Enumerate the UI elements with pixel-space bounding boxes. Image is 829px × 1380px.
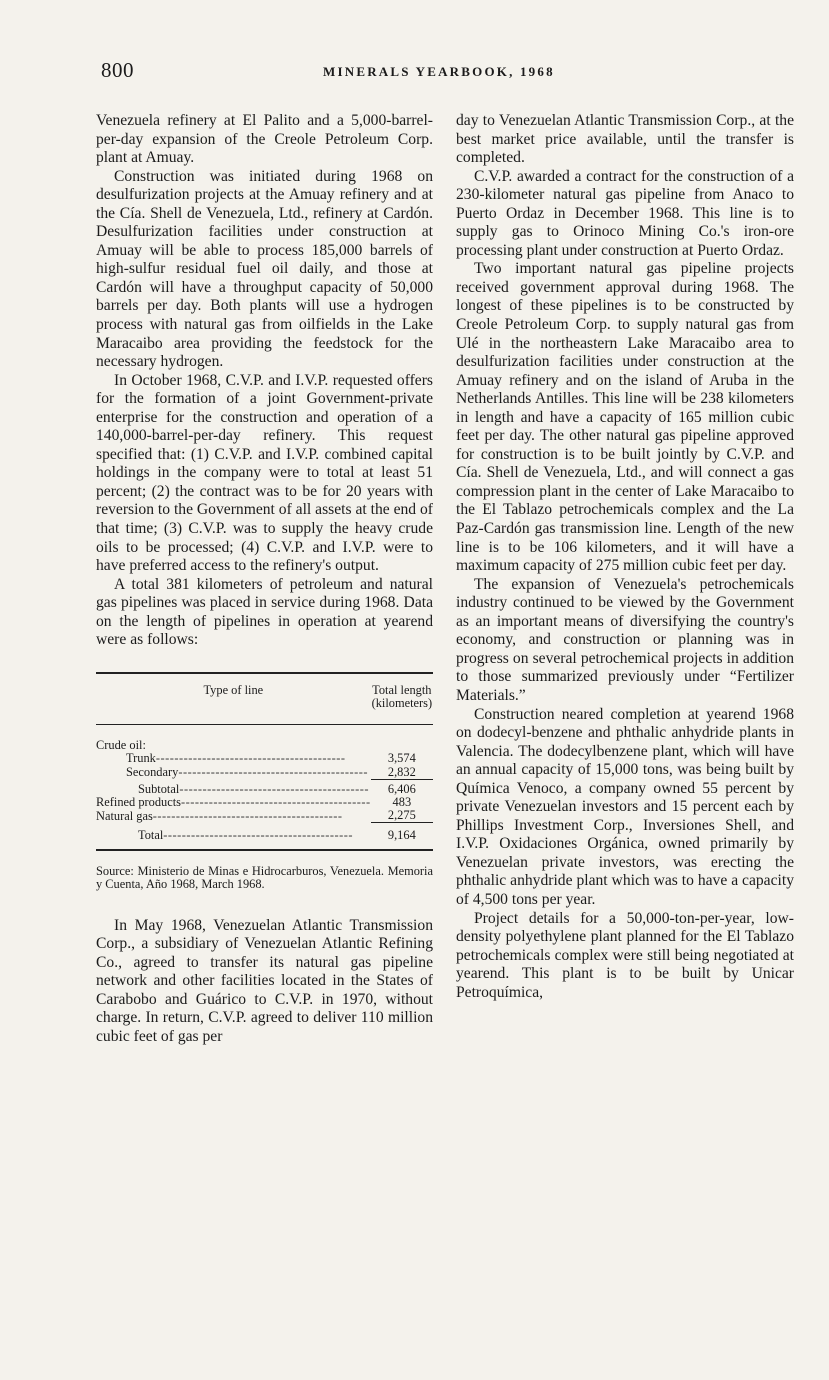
- row-value-natural-gas: 2,275: [387, 808, 416, 823]
- leader-dots: -----------------------------------------: [155, 752, 346, 766]
- row-value-trunk: 3,574: [387, 751, 416, 766]
- paragraph: C.V.P. awarded a contract for the construction of a 230-kilometer natural gas pipeline from Anaco to Puerto Ordaz in December 1968. This line is to supply gas to Orinoco Mining Co.'s iron-ore processing plant under construction at Puerto Ordaz.: [456, 167, 794, 259]
- row-label-trunk: Trunk: [126, 752, 156, 766]
- pipeline-length-table: [96, 672, 433, 851]
- paragraph: Two important natural gas pipeline projects received government approval during 1968. The longest of these pipelines is to be constructed by Creole Petroleum Corp. to supply natural gas from Ulé in the northeastern Lake Maracaibo area to desulfurization facilities under construction at the Amuay refinery and on the island of Aruba in the Netherlands Antilles. This line will be 238 kilometers in length and have a capacity of 165 million cubic feet per day. The other natural gas pipeline approved for construction is to be built jointly by C.V.P. and Cía. Shell de Venezuela, Ltd., and will connect a gas compression plant in the center of Lake Maracaibo to the El Tablazo petrochemicals complex and the La Paz-Cardón gas transmission line. Length of the new line is to be 106 kilometers, and it will have a maximum capacity of 275 million cubic feet per day.: [456, 260, 794, 575]
- table-source-note: Source: Ministerio de Minas e Hidrocarburos, Venezuela. Memoria y Cuenta, Año 1968, March 1968.: [96, 863, 433, 891]
- row-value-subtotal: 6,406: [371, 779, 433, 796]
- row-value-refined-products: 483: [392, 795, 412, 810]
- leader-dots: -----------------------------------------: [163, 828, 353, 843]
- table-row: [96, 766, 433, 780]
- table-row: [96, 796, 433, 809]
- row-label-secondary: Secondary: [126, 765, 179, 779]
- col-header-length: Total length (kilometers): [371, 682, 433, 711]
- paragraph: The expansion of Venezuela's petrochemicals industry continued to be viewed by the Government as an important means of diversifying the country's economy, and construction or planning was in progress on several petrochemical projects in addition to those summarized previously under “Fertilizer Materials.”: [456, 575, 794, 704]
- left-column: [96, 112, 433, 1047]
- group-label-crude-oil: Crude oil:: [96, 738, 146, 753]
- leader-dots: -----------------------------------------: [152, 809, 343, 823]
- paragraph: Construction neared completion at yearend 1968 on dodecyl-benzene and phthalic anhydride plants in Valencia. The dodecylbenzene plant, which will have an annual capacity of 15,000 tons, was being built by Química Venoco, a company owned 55 percent by private Venezuelan investors and 15 percent each by Phillips Investment Corp., Inversiones Shell, and I.V.P. Oxidaciones Orgánica, owned primarily by Venezuelan private investors, was erecting the phthalic anhydride plant which was to have a capacity of 4,500 tons per year.: [456, 705, 794, 908]
- table-row: [96, 779, 433, 796]
- col-header-type: Type of line: [203, 682, 264, 697]
- table-row: [96, 752, 433, 765]
- row-label-total: Total: [138, 828, 164, 843]
- pipeline-table: [96, 672, 433, 891]
- paragraph: In October 1968, C.V.P. and I.V.P. requested offers for the formation of a joint Government-private enterprise for the construction and operation of a 140,000-barrel-per-day refinery. This request specified that: (1) C.V.P. and I.V.P. combined capital holdings in the company were to total at least 51 percent; (2) the contract was to be for 20 years with reversion to the Government of all assets at the end of that time; (3) C.V.P. was to supply the heavy crude oils to be processed; (4) C.V.P. and I.V.P. were to have preferred access to the refinery's output.: [96, 371, 433, 575]
- paragraph: In May 1968, Venezuelan Atlantic Transmission Corp., a subsidiary of Venezuelan Atlantic Refining Co., agreed to transfer its natural gas pipeline network and other facilities located in the States of Carabobo and Guárico to C.V.P. in 1970, without charge. In return, C.V.P. agreed to deliver 110 million cubic feet of gas per: [96, 916, 433, 1045]
- running-head: MINERALS YEARBOOK, 1968: [323, 64, 555, 79]
- leader-dots: -----------------------------------------: [178, 765, 368, 779]
- paragraph: day to Venezuelan Atlantic Transmission Corp., at the best market price available, until the transfer is completed.: [456, 112, 794, 167]
- row-label-subtotal: Subtotal: [138, 781, 180, 796]
- right-column: [456, 112, 794, 1002]
- page-number: 800: [101, 58, 134, 82]
- table-row: [96, 809, 433, 823]
- row-value-secondary: 2,832: [387, 764, 416, 779]
- row-value-total: 9,164: [371, 823, 433, 850]
- leader-dots: -----------------------------------------: [179, 781, 369, 796]
- paragraph: Construction was initiated during 1968 on desulfurization projects at the Amuay refinery and at the Cía. Shell de Venezuela, Ltd., refinery at Cardón. Desulfurization facilities under construction at Amuay will be able to process 185,000 barrels of high-sulfur residual fuel oil daily, and those at Cardón will have a throughput capacity of 50,000 barrels per day. Both plants will use a hydrogen process with natural gas from oilfields in the Lake Maracaibo area providing the feedstock for the necessary hydrogen.: [96, 167, 433, 371]
- paragraph: Project details for a 50,000-ton-per-year, low-density polyethylene plant planned for the El Tablazo petrochemicals complex were still being negotiated at yearend. This plant is to be built by Unicar Petroquímica,: [456, 909, 794, 1001]
- paragraph: Venezuela refinery at El Palito and a 5,000-barrel-per-day expansion of the Creole Petroleum Corp. plant at Amuay.: [96, 112, 433, 167]
- leader-dots: -----------------------------------------: [181, 796, 371, 810]
- row-label-natural-gas: Natural gas: [96, 809, 153, 823]
- table-row: [96, 823, 433, 850]
- paragraph: A total 381 kilometers of petroleum and natural gas pipelines was placed in service during 1968. Data on the length of pipelines in operation at yearend were as follows:: [96, 575, 433, 649]
- row-label-refined-products: Refined products: [96, 796, 181, 810]
